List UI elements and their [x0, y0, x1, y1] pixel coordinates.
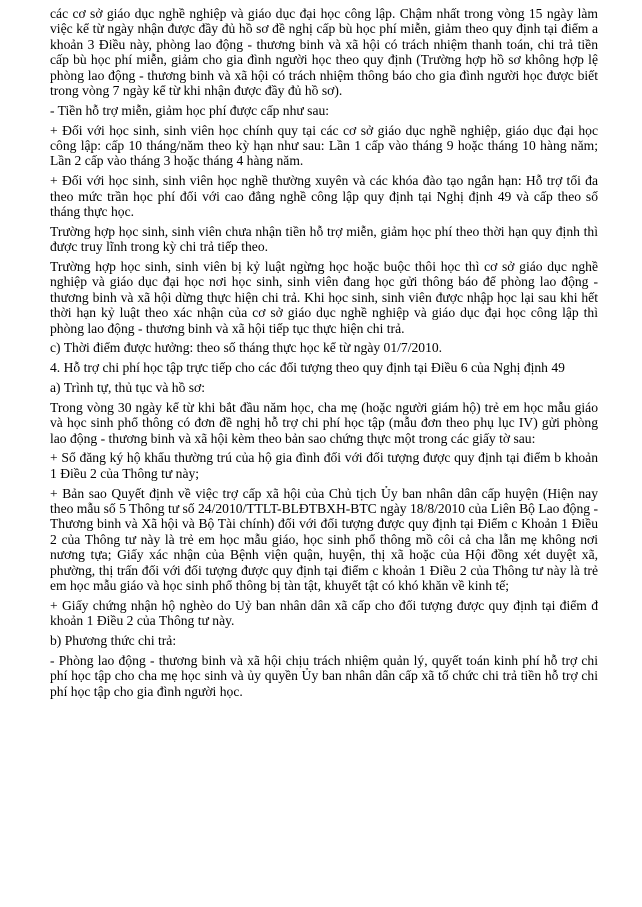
heading-payment-method: b) Phương thức chi trả:	[50, 633, 177, 649]
paragraph-refund-deadline: các cơ sở giáo dục nghề nghiệp và giáo dục đại học công lập. Chậm nhất trong vòng 15 ngày làm việc kể từ ngày nhận được đầy đủ hồ sơ đề nghị cấp bù học phí miễn, giảm theo quy định tại điểm a khoản 3 Điều này, phòng lao động - thương binh và xã hội có trách nhiệm thanh toán, chi trả tiền cấp bù học phí miễn, giảm cho gia đình người học theo quy định (Trường hợp hồ sơ không hợp lệ phòng lao động - thương binh và xã hội có trách nhiệm thông báo cho gia đình người học được biết trong vòng 7 ngày kể từ khi nhận được đầy đủ hồ sơ).	[50, 6, 598, 99]
paragraph-regular-students: + Đối với học sinh, sinh viên học chính quy tại các cơ sở giáo dục nghề nghiệp, giáo dục đại học công lập: cấp 10 tháng/năm theo kỳ hạn như sau: Lần 1 cấp vào tháng 9 hoặc tháng 10 hàng năm; Lần 2 cấp vào tháng 3 hoặc tháng 4 hàng năm.	[50, 122, 598, 169]
paragraph-application: Trong vòng 30 ngày kể từ khi bắt đầu năm học, cha mẹ (hoặc người giám hộ) trẻ em học mẫu giáo và học sinh phổ thông có đơn đề nghị hỗ trợ chi phí học tập (mẫu đơn theo phụ lục IV) gửi phòng lao động - thương binh và xã hội kèm theo bản sao chứng thực một trong các giấy tờ sau:	[50, 399, 598, 446]
heading-section-4: 4. Hỗ trợ chi phí học tập trực tiếp cho các đối tượng theo quy định tại Điều 6 của Nghị định 49	[50, 360, 565, 376]
paragraph-payment-schedule-intro: - Tiền hỗ trợ miễn, giảm học phí được cấp như sau:	[50, 102, 330, 118]
paragraph-effective-date: c) Thời điểm được hưởng: theo số tháng thực học kể từ ngày 01/7/2010.	[50, 340, 443, 356]
paragraph-household-book: + Sổ đăng ký hộ khẩu thường trú của hộ gia đình đối với đối tượng được quy định tại điểm b khoản 1 Điều 2 của Thông tư này;	[50, 450, 598, 481]
paragraph-social-allowance-decision: + Bản sao Quyết định về việc trợ cấp xã hội của Chủ tịch Ủy ban nhân dân cấp huyện (Hiện nay theo mẫu số 5 Thông tư số 24/2010/TTLT-BLĐTBXH-BTC ngày 18/8/2010 của Liên Bộ Lao động - Thương binh và Xã hội và Bộ Tài chính) đối với đối tượng được quy định tại Điểm c Khoản 1 Điều 2 của Thông tư này là trẻ em học mẫu giáo, học sinh phổ thông mồ côi cả cha lẫn mẹ không nơi nương tựa; Giấy xác nhận của Bệnh viện quận, huyện, thị xã hoặc của Hội đồng xét duyệt xã, phường, thị trấn đối với đối tượng được quy định tại điểm c khoản 1 Điều 2 của Thông tư này là trẻ em học mẫu giáo và học sinh phổ thông bị tàn tật, khuyết tật có khó khăn về kinh tế;	[50, 485, 598, 594]
heading-procedure: a) Trình tự, thủ tục và hồ sơ:	[50, 380, 206, 396]
paragraph-payment-responsibility: - Phòng lao động - thương binh và xã hội chịu trách nhiệm quản lý, quyết toán kinh phí hỗ trợ chi phí học tập cho cha mẹ học sinh và ủy quyền Ủy ban nhân dân cấp xã tổ chức chi trả tiền hỗ trợ chi phí học tập cho gia đình người học.	[50, 652, 598, 699]
paragraph-back-payment: Trường hợp học sinh, sinh viên chưa nhận tiền hỗ trợ miễn, giảm học phí theo thời hạn quy định thì được truy lĩnh trong kỳ chi trả tiếp theo.	[50, 223, 598, 255]
paragraph-disciplinary-case: Trường hợp học sinh, sinh viên bị kỷ luật ngừng học hoặc buộc thôi học thì cơ sở giáo dục nghề nghiệp và giáo dục đại học nơi học sinh, sinh viên đang học gửi thông báo để phòng lao động - thương binh và xã hội dừng thực hiện chi trả. Khi học sinh, sinh viên được nhập học lại sau khi hết thời hạn kỷ luật theo xác nhận của cơ sở giáo dục nghề nghiệp và giáo dục đại học công lập thì phòng lao động - thương binh và xã hội tiếp tục thực hiện chi trả.	[50, 259, 598, 336]
paragraph-poverty-certificate: + Giấy chứng nhận hộ nghèo do Uỷ ban nhân dân xã cấp cho đối tượng được quy định tại điểm đ khoản 1 Điều 2 của Thông tư này.	[50, 597, 598, 629]
paragraph-vocational-students: + Đối với học sinh, sinh viên học nghề thường xuyên và các khóa đào tạo ngắn hạn: Hỗ trợ tối đa theo mức trần học phí đối với cao đẳng nghề công lập quy định tại Nghị định 49 và cấp theo số tháng thực học.	[50, 173, 598, 220]
